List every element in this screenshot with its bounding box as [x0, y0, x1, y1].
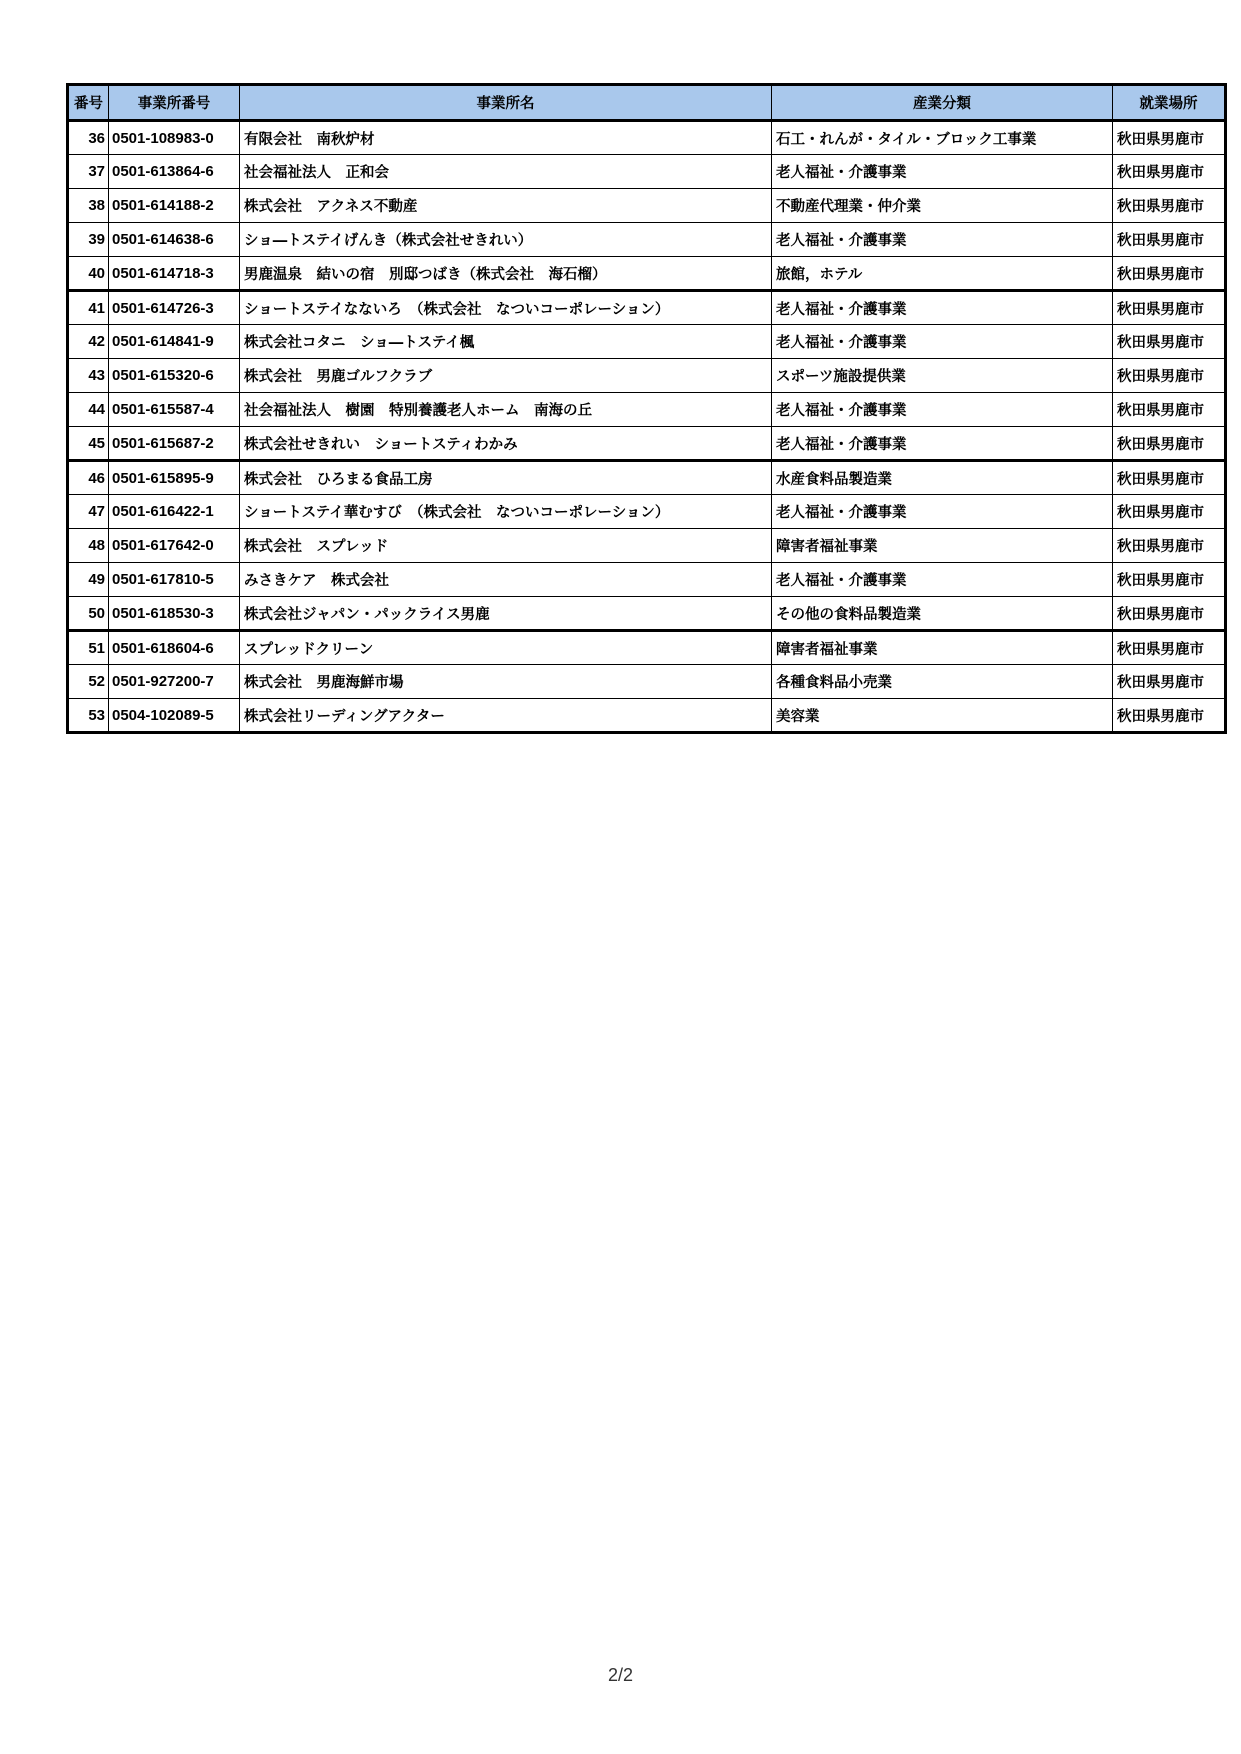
establishment-code-cell: 0501-927200-7 — [109, 665, 240, 699]
row-number-cell: 53 — [68, 699, 109, 733]
establishment-code-cell: 0501-615320-6 — [109, 359, 240, 393]
work-location-cell: 秋田県男鹿市 — [1113, 291, 1226, 325]
industry-classification-cell: 老人福祉・介護事業 — [772, 393, 1113, 427]
establishment-name-cell: 男鹿温泉 結いの宿 別邸つばき（株式会社 海石榴） — [240, 257, 772, 291]
table-row — [68, 291, 1226, 325]
industry-classification-cell: 老人福祉・介護事業 — [772, 325, 1113, 359]
row-number-cell: 36 — [68, 121, 109, 155]
establishment-name-cell: 株式会社リーディングアクター — [240, 699, 772, 733]
establishment-name-cell: 株式会社 男鹿ゴルフクラブ — [240, 359, 772, 393]
row-number-cell: 48 — [68, 529, 109, 563]
establishment-name-cell: 株式会社 ひろまる食品工房 — [240, 461, 772, 495]
industry-classification-cell: 水産食料品製造業 — [772, 461, 1113, 495]
establishment-name-cell: 株式会社 スプレッド — [240, 529, 772, 563]
establishment-code-cell: 0501-614638-6 — [109, 223, 240, 257]
table-row — [68, 427, 1226, 461]
establishment-code-cell: 0501-108983-0 — [109, 121, 240, 155]
industry-classification-cell: 障害者福祉事業 — [772, 529, 1113, 563]
industry-classification-cell: 老人福祉・介護事業 — [772, 155, 1113, 189]
establishment-code-cell: 0501-617810-5 — [109, 563, 240, 597]
row-number-cell: 46 — [68, 461, 109, 495]
table-row — [68, 665, 1226, 699]
page-number: 2/2 — [607, 1665, 634, 1685]
table-row — [68, 189, 1226, 223]
table-header — [68, 85, 1226, 121]
establishment-code-cell: 0501-616422-1 — [109, 495, 240, 529]
table-row — [68, 257, 1226, 291]
work-location-cell: 秋田県男鹿市 — [1113, 495, 1226, 529]
establishment-code-cell: 0501-613864-6 — [109, 155, 240, 189]
establishment-code-cell: 0501-618604-6 — [109, 631, 240, 665]
establishment-code-cell: 0501-615587-4 — [109, 393, 240, 427]
industry-classification-cell: 障害者福祉事業 — [772, 631, 1113, 665]
work-location-cell: 秋田県男鹿市 — [1113, 359, 1226, 393]
header-location: 就業場所 — [1113, 85, 1226, 121]
table-row — [68, 529, 1226, 563]
establishment-name-cell: 株式会社せきれい ショートスティわかみ — [240, 427, 772, 461]
row-number-cell: 42 — [68, 325, 109, 359]
table-row — [68, 495, 1226, 529]
industry-classification-cell: 石工・れんが・タイル・ブロック工事業 — [772, 121, 1113, 155]
establishment-code-cell: 0501-618530-3 — [109, 597, 240, 631]
work-location-cell: 秋田県男鹿市 — [1113, 461, 1226, 495]
work-location-cell: 秋田県男鹿市 — [1113, 189, 1226, 223]
industry-classification-cell: その他の食料品製造業 — [772, 597, 1113, 631]
establishment-code-cell: 0501-614841-9 — [109, 325, 240, 359]
header-establishment-code: 事業所番号 — [109, 85, 240, 121]
establishment-name-cell: 株式会社コタニ ショ―トステイ楓 — [240, 325, 772, 359]
industry-classification-cell: 美容業 — [772, 699, 1113, 733]
table-row — [68, 699, 1226, 733]
table-row — [68, 563, 1226, 597]
row-number-cell: 50 — [68, 597, 109, 631]
establishment-code-cell: 0501-614726-3 — [109, 291, 240, 325]
establishment-name-cell: 社会福祉法人 正和会 — [240, 155, 772, 189]
establishment-name-cell: 有限会社 南秋炉材 — [240, 121, 772, 155]
establishment-name-cell: ショートステイ華むすび （株式会社 なついコーポレーション） — [240, 495, 772, 529]
header-industry: 産業分類 — [772, 85, 1113, 121]
establishment-name-cell: スプレッドクリーン — [240, 631, 772, 665]
table-row — [68, 121, 1226, 155]
work-location-cell: 秋田県男鹿市 — [1113, 631, 1226, 665]
header-establishment-name: 事業所名 — [240, 85, 772, 121]
industry-classification-cell: 老人福祉・介護事業 — [772, 495, 1113, 529]
establishment-name-cell: 株式会社ジャパン・パックライス男鹿 — [240, 597, 772, 631]
work-location-cell: 秋田県男鹿市 — [1113, 529, 1226, 563]
work-location-cell: 秋田県男鹿市 — [1113, 121, 1226, 155]
industry-classification-cell: 老人福祉・介護事業 — [772, 427, 1113, 461]
establishment-name-cell: ショートステイなないろ （株式会社 なついコーポレーション） — [240, 291, 772, 325]
work-location-cell: 秋田県男鹿市 — [1113, 257, 1226, 291]
header-number: 番号 — [68, 85, 109, 121]
work-location-cell: 秋田県男鹿市 — [1113, 563, 1226, 597]
industry-classification-cell: 老人福祉・介護事業 — [772, 223, 1113, 257]
establishment-name-cell: 社会福祉法人 樹園 特別養護老人ホーム 南海の丘 — [240, 393, 772, 427]
row-number-cell: 38 — [68, 189, 109, 223]
industry-classification-cell: 老人福祉・介護事業 — [772, 291, 1113, 325]
table-row — [68, 223, 1226, 257]
table-row — [68, 461, 1226, 495]
row-number-cell: 45 — [68, 427, 109, 461]
industry-classification-cell: 老人福祉・介護事業 — [772, 563, 1113, 597]
establishment-code-cell: 0501-617642-0 — [109, 529, 240, 563]
establishment-code-cell: 0501-615895-9 — [109, 461, 240, 495]
industry-classification-cell: 旅館，ホテル — [772, 257, 1113, 291]
establishment-name-cell: 株式会社 アクネス不動産 — [240, 189, 772, 223]
work-location-cell: 秋田県男鹿市 — [1113, 325, 1226, 359]
work-location-cell: 秋田県男鹿市 — [1113, 665, 1226, 699]
row-number-cell: 44 — [68, 393, 109, 427]
establishment-code-cell: 0501-614718-3 — [109, 257, 240, 291]
row-number-cell: 41 — [68, 291, 109, 325]
table-row — [68, 155, 1226, 189]
industry-classification-cell: 各種食料品小売業 — [772, 665, 1113, 699]
row-number-cell: 49 — [68, 563, 109, 597]
row-number-cell: 52 — [68, 665, 109, 699]
work-location-cell: 秋田県男鹿市 — [1113, 155, 1226, 189]
work-location-cell: 秋田県男鹿市 — [1113, 223, 1226, 257]
table-row — [68, 597, 1226, 631]
establishment-code-cell: 0501-615687-2 — [109, 427, 240, 461]
establishment-code-cell: 0501-614188-2 — [109, 189, 240, 223]
row-number-cell: 40 — [68, 257, 109, 291]
row-number-cell: 39 — [68, 223, 109, 257]
table-row — [68, 325, 1226, 359]
establishment-name-cell: ショ―トステイげんき（株式会社せきれい） — [240, 223, 772, 257]
work-location-cell: 秋田県男鹿市 — [1113, 393, 1226, 427]
table-row — [68, 631, 1226, 665]
industry-classification-cell: スポーツ施設提供業 — [772, 359, 1113, 393]
establishment-table — [66, 83, 1227, 734]
row-number-cell: 51 — [68, 631, 109, 665]
table-row — [68, 359, 1226, 393]
work-location-cell: 秋田県男鹿市 — [1113, 699, 1226, 733]
table-body — [68, 121, 1226, 733]
establishment-code-cell: 0504-102089-5 — [109, 699, 240, 733]
establishment-name-cell: みさきケア 株式会社 — [240, 563, 772, 597]
table-row — [68, 393, 1226, 427]
row-number-cell: 37 — [68, 155, 109, 189]
header-row — [68, 85, 1226, 121]
row-number-cell: 43 — [68, 359, 109, 393]
work-location-cell: 秋田県男鹿市 — [1113, 597, 1226, 631]
work-location-cell: 秋田県男鹿市 — [1113, 427, 1226, 461]
row-number-cell: 47 — [68, 495, 109, 529]
industry-classification-cell: 不動産代理業・仲介業 — [772, 189, 1113, 223]
establishment-name-cell: 株式会社 男鹿海鮮市場 — [240, 665, 772, 699]
